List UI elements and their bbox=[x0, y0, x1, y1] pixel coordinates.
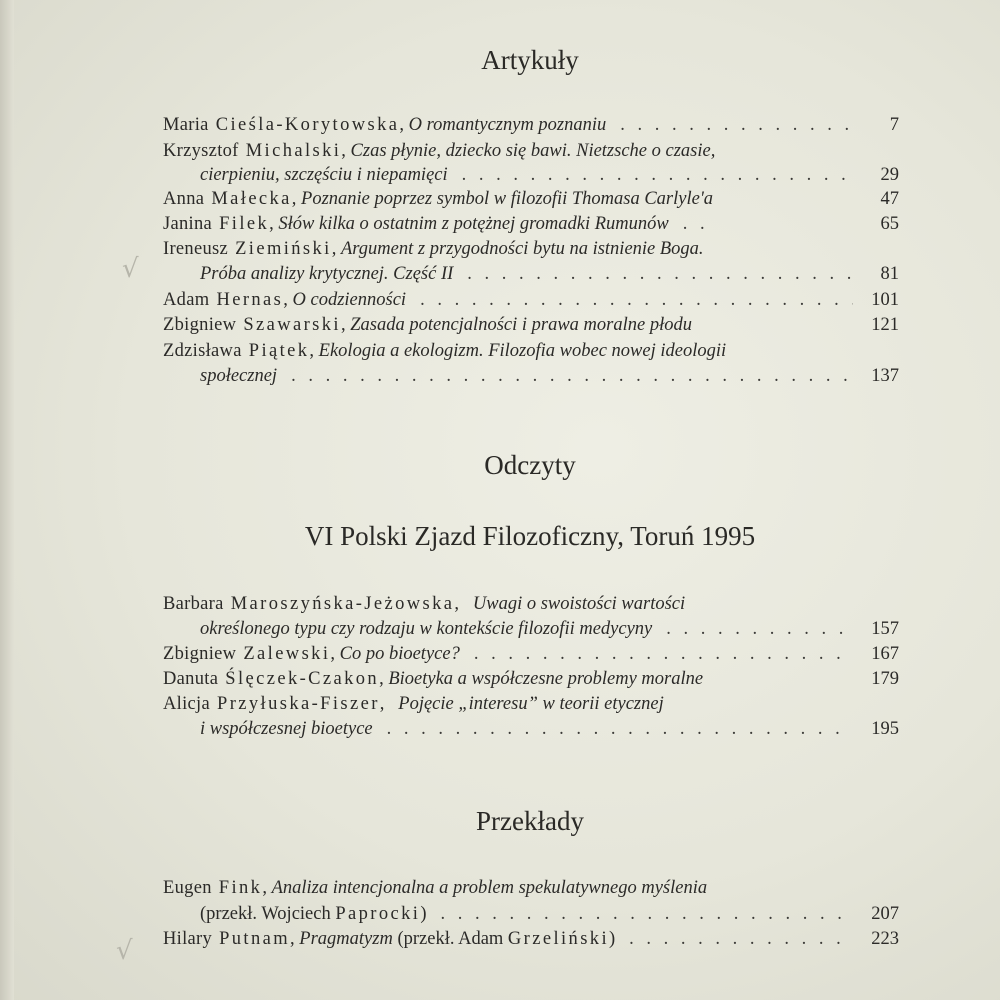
entry-author: Hilary Putnam bbox=[163, 929, 291, 949]
pencil-checkmark-icon: √ bbox=[122, 254, 139, 284]
entry-title: Analiza intencjonalna a problem spekulatywnego myślenia bbox=[271, 878, 708, 898]
entry-page-number: 47 bbox=[880, 189, 899, 209]
entry-author: Krzysztof Michalski bbox=[163, 141, 342, 161]
entry-title: Co po bioetyce? bbox=[339, 644, 460, 664]
book-page: Artykuły Maria Cieśla-Korytowska , O romantycznym poznaniu . . . 7 Krzysztof Michalski, Czas płynie, dziecko się bawi. Nietzsche o czasie, cierpieniu, szczęściu i niepamięci . . . 29 Anna Małecka , Poznanie poprzez symbol w filozofii Thomasa Carlyle'a 47 Janina Filek , Słów kilka o ostatnim z potężnej gromadki Rumunów . . . 65 Ireneusz Ziemiński, Argument z przygodności bytu na istnienie Boga. Próba analizy krytycznej. Część II . . . 81 Adam Hernas , O codzienności . . . 101 Zbigniew Szawarski , Zasada potencjalności i prawa moralne płodu 121 Zdzisława Piątek, Ekologia a ekologizm. Filozofia wobec nowej ideologii społecznej . . . 137 Odczyty VI Polski Zjazd Filozoficzny, Toruń 1995 Barbara Maroszyńska-Jeżowska, Uwagi o swoistości wartości określonego typu czy rodzaju w kontekście filozofii medycyny . . . 157 Zbigniew Zalewski , Co po bioetyce? . . . 167 Danuta Ślęczek-Czakon , Bioetyka a współczesne problemy moralne 179 Alicja Przyłuska-Fiszer, Pojęcie „interesu” w teorii etycznej i współczesnej bioetyce . . . 195 Przekłady Eugen Fink, Analiza intencjonalna a problem spekulatywnego myślenia (przekł. Wojciech Paprocki) . . . 207 Hilary Putnam , Pragmatyzm (przekł. Adam Grzeliński) . . . 223 √ √ bbox=[0, 0, 1000, 1000]
entry-page-number: 195 bbox=[871, 719, 899, 739]
entry-page-number: 121 bbox=[871, 315, 899, 335]
entry-title: Słów kilka o ostatnim z potężnej gromadki Rumunów bbox=[278, 214, 669, 234]
pencil-checkmark-icon: √ bbox=[116, 936, 133, 966]
entry-author: Zbigniew Zalewski bbox=[163, 644, 331, 664]
dot-leader bbox=[441, 902, 854, 926]
entry-author: Zbigniew Szawarski bbox=[163, 315, 341, 335]
entry-author: Danuta Ślęczek-Czakon bbox=[163, 669, 380, 689]
entry-title: O codzienności bbox=[292, 290, 407, 310]
entry-title-continued: społecznej bbox=[200, 366, 278, 386]
entry-page-number: 81 bbox=[880, 264, 899, 284]
dot-leader bbox=[629, 927, 853, 951]
entry-page-number: 179 bbox=[871, 669, 899, 689]
entry-author: Maria Cieśla-Korytowska bbox=[163, 115, 400, 135]
entry-title: Czas płynie, dziecko się bawi. Nietzsche o czasie, bbox=[350, 141, 716, 161]
entry-author: Ireneusz Ziemiński bbox=[163, 239, 332, 259]
entry-title: Bioetyka a współczesne problemy moralne bbox=[388, 669, 704, 689]
entry-author: Zdzisława Piątek bbox=[163, 341, 310, 361]
section-heading-articles: Artykuły bbox=[481, 45, 579, 75]
entry-title-continued: Próba analizy krytycznej. Część II bbox=[200, 264, 454, 284]
entry-title: Ekologia a ekologizm. Filozofia wobec nowej ideologii bbox=[318, 341, 727, 361]
dot-leader bbox=[683, 212, 717, 236]
entry-author: Barbara Maroszyńska-Jeżowska bbox=[163, 594, 455, 614]
entry-translator: (przekł. Wojciech Paprocki) bbox=[200, 904, 427, 924]
entry-page-number: 101 bbox=[871, 290, 899, 310]
dot-leader bbox=[474, 642, 853, 666]
entry-title: Zasada potencjalności i prawa moralne płodu bbox=[350, 315, 692, 335]
entry-title: Pragmatyzm bbox=[299, 929, 393, 949]
entry-title-continued: i współczesnej bioetyce bbox=[200, 719, 373, 739]
entry-author: Adam Hernas bbox=[163, 290, 284, 310]
dot-leader bbox=[666, 617, 853, 641]
dot-leader bbox=[467, 262, 853, 286]
entry-title: Pojęcie „interesu” w teorii etycznej bbox=[398, 694, 664, 714]
entry-title: Argument z przygodności bytu na istnienie Boga. bbox=[340, 239, 704, 259]
section-heading-translations: Przekłady bbox=[476, 806, 584, 836]
entry-page-number: 29 bbox=[880, 165, 899, 185]
dot-leader bbox=[387, 717, 853, 741]
entry-author: Alicja Przyłuska-Fiszer bbox=[163, 694, 380, 714]
dot-leader bbox=[620, 113, 853, 137]
entry-title: Poznanie poprzez symbol w filozofii Thomasa Carlyle'a bbox=[301, 189, 714, 209]
dot-leader bbox=[462, 163, 853, 187]
dot-leader bbox=[420, 288, 853, 312]
entry-page-number: 137 bbox=[871, 366, 899, 386]
section-subheading-congress: VI Polski Zjazd Filozoficzny, Toruń 1995 bbox=[304, 521, 756, 551]
entry-author: Janina Filek bbox=[163, 214, 270, 234]
entry-author: Eugen Fink bbox=[163, 878, 263, 898]
entry-title-continued: określonego typu czy rodzaju w kontekście filozofii medycyny bbox=[200, 619, 653, 639]
entry-page-number: 207 bbox=[871, 904, 899, 924]
book-spine-shadow bbox=[0, 0, 14, 1000]
dot-leader bbox=[291, 364, 853, 388]
entry-author: Anna Małecka bbox=[163, 189, 292, 209]
entry-translator: (przekł. Adam Grzeliński) bbox=[397, 929, 616, 949]
entry-title: O romantycznym poznaniu bbox=[408, 115, 607, 135]
entry-title-continued: cierpieniu, szczęściu i niepamięci bbox=[200, 165, 448, 185]
entry-page-number: 223 bbox=[871, 929, 899, 949]
entry-page-number: 65 bbox=[880, 214, 899, 234]
entry-page-number: 7 bbox=[889, 115, 899, 135]
entry-page-number: 157 bbox=[871, 619, 899, 639]
entry-title: Uwagi o swoistości wartości bbox=[472, 594, 686, 614]
section-heading-lectures: Odczyty bbox=[484, 450, 576, 480]
entry-page-number: 167 bbox=[871, 644, 899, 664]
